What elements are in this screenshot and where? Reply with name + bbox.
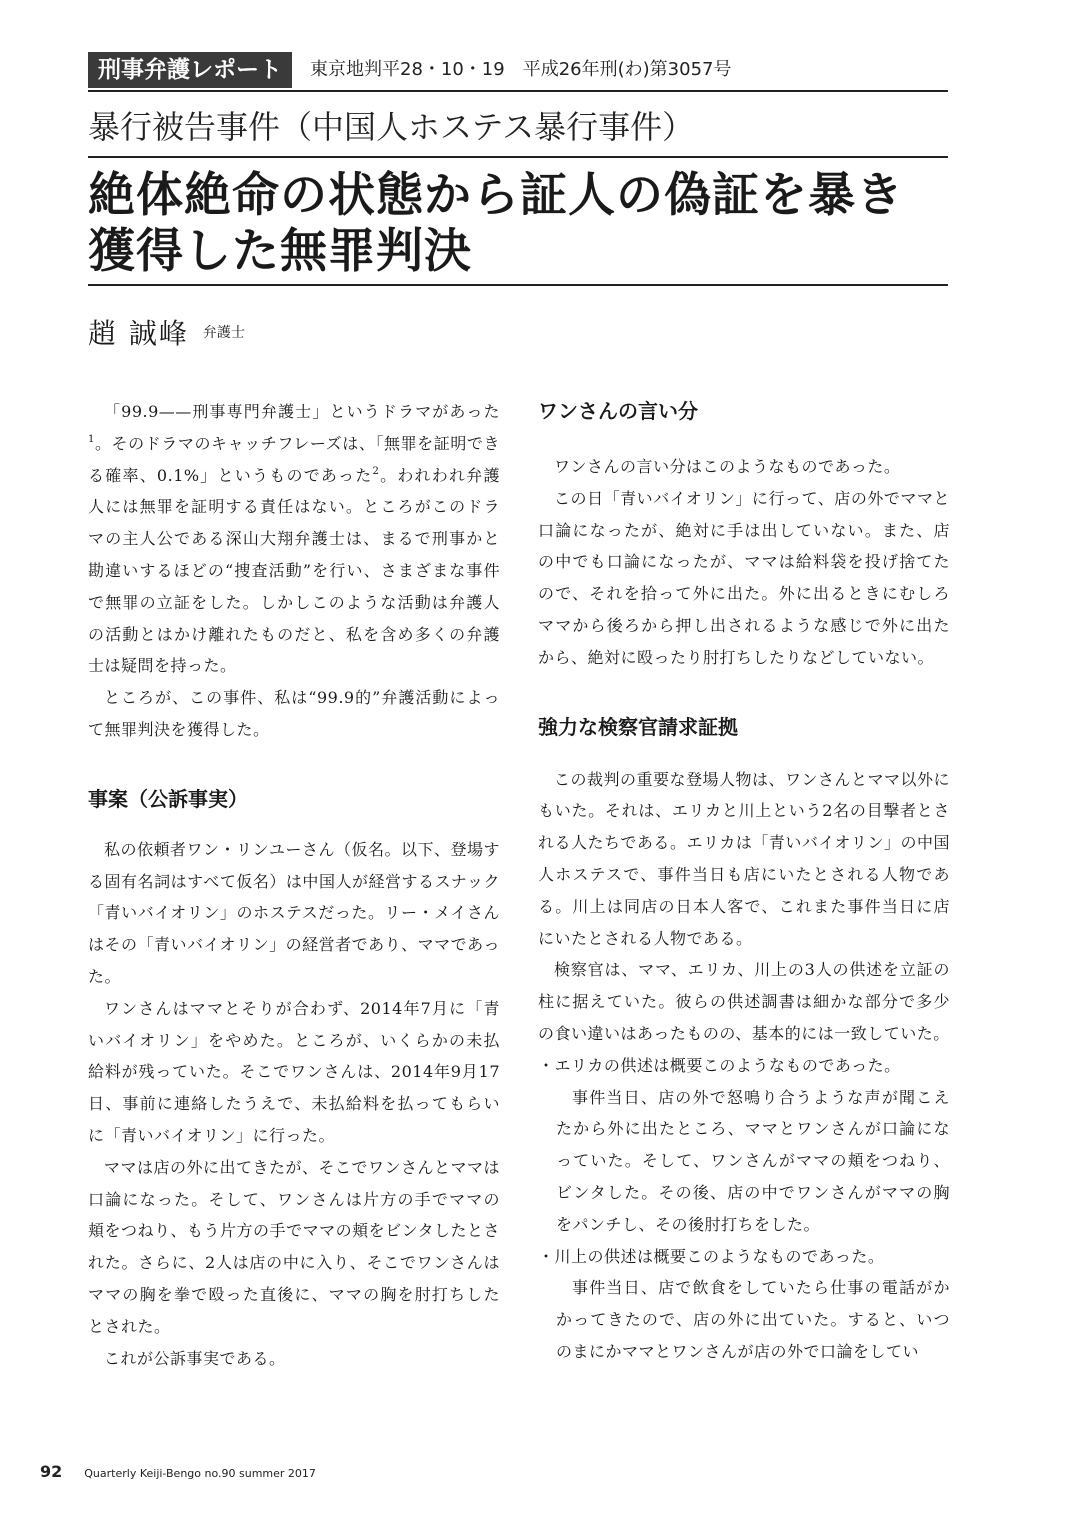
author-role: 弁護士: [202, 325, 245, 341]
body-paragraph: ワンさんの言い分はこのようなものであった。: [554, 457, 901, 476]
journal-name: Quarterly Keiji-Bengo no.90 summer 2017: [84, 1467, 316, 1480]
body-paragraph: この裁判の重要な登場人物は、ワンさんとママ以外にもいた。それは、エリカと川上という2名の目撃者とされる人たちである。エリカは「青いバイオリン」の中国人ホステスで、事件当日も店にいたとされる人物である。川上は同店の日本人客で、これまた事件当日に店にいたとされる人物である。: [538, 769, 951, 948]
author-byline: [88, 312, 245, 352]
title-line-2: 獲得した無罪判決: [88, 224, 472, 279]
body-paragraph: ママは店の外に出てきたが、そこでワンさんとママは口論になった。そして、ワンさんは片方の手でママの頬をつねり、もう片方の手でママの頬をビンタしたとされた。さらに、2人は店の中に入り、そこでワンさんはママの胸を拳で殴った直後に、ママの胸を肘打ちしたとされた。: [88, 1157, 501, 1336]
section-heading-defendant-claim: ワンさんの言い分: [538, 399, 698, 423]
bullet-item: ・川上の供述は概要このようなものであった。: [538, 1246, 885, 1266]
body-paragraph: ワンさんはママとそりが合わず、2014年7月に「青いバイオリン」をやめた。ところが、いくらかの未払給料が残っていた。そこでワンさんは、2014年9月17日、事前に連絡したうえで、未払給料を払ってもらいに「青いバイオリン」に行った。: [88, 998, 500, 1145]
body-paragraph: これが公訴事実である。: [104, 1348, 286, 1368]
body-paragraph: 検察官は、ママ、エリカ、川上の3人の供述を立証の柱に据えていた。彼らの供述調書は細かな部分で多少の食い違いはあったものの、基本的には一致していた。: [538, 960, 950, 1043]
right-column: [538, 396, 950, 1368]
intro-text-part: 。われわれ弁護人には無罪を証明する責任はない。ところがこのドラマの主人公である深山大翔弁護士は、まるで刑事かと勘違いするほどの“捜査活動”を行い、さまざまな事件で無罪の立証をした。しかしこのような活動は弁護人の活動とはかけ離れたものだと、私を含め多くの弁護士は疑問を持った。: [88, 465, 500, 676]
intro-paragraph: [88, 396, 500, 682]
report-category-tag: 刑事弁護レポート: [88, 52, 292, 88]
footnote-marker: 2: [372, 465, 380, 477]
section-heading-prosecution-evidence: 強力な検察官請求証拠: [538, 714, 738, 739]
intro-text-part: 。そのドラマのキャッチフレーズは、「無罪を証明できる確率、0.1%」というものであった: [88, 433, 500, 485]
body-paragraph: 私の依頼者ワン・リンユーさん（仮名。以下、登場する固有名詞はすべて仮名）は中国人が経営するスナック「青いバイオリン」のホステスだった。リー・メイさんはその「青いバイオリン」の経営者であり、ママであった。: [88, 839, 501, 986]
intro-text-part: 「99.9——刑事専門弁護士」というドラマがあった: [104, 402, 500, 421]
bullet-item: ・エリカの供述は概要このようなものであった。: [538, 1055, 901, 1075]
page-number: 92: [40, 1462, 63, 1481]
page-footer: [40, 1462, 316, 1481]
left-column: [88, 396, 500, 1374]
article-title: [88, 168, 948, 280]
header-band: [88, 52, 948, 92]
title-line-1: 絶体絶命の状態から証人の偽証を暴き: [88, 168, 904, 223]
body-paragraph: この日「青いバイオリン」に行って、店の外でママと口論になったが、絶対に手は出していない。また、店の中でも口論になったが、ママは給料袋を投げ捨てたので、それを拾って外に出た。外に出るときにむしろママから後ろから押し出されるような感じで外に出たから、絶対に殴ったり肘打ちしたりなどしていない。: [538, 488, 950, 667]
intro-paragraph: ところが、この事件、私は“99.9的”弁護活動によって無罪判決を獲得した。: [88, 688, 500, 739]
author-name: 趙 誠峰: [88, 317, 189, 350]
title-divider: [88, 284, 948, 286]
section-heading-facts: 事案（公訴事実）: [88, 786, 248, 811]
testimony-quote: 事件当日、店の外で怒鳴り合うような声が聞こえたから外に出たところ、ママとワンさんが口論になっていた。そして、ワンさんがママの頬をつねり、ビンタした。その後、店の中でワンさんがママの胸をパンチし、その後肘打ちをした。: [556, 1087, 950, 1234]
article-subtitle: 暴行被告事件（中国人ホステス暴行事件）: [88, 102, 948, 158]
case-reference: 東京地判平28・10・19 平成26年刑(わ)第3057号: [310, 59, 732, 80]
testimony-quote: 事件当日、店で飲食をしていたら仕事の電話がかかってきたので、店の外に出ていた。すると、いつのまにかママとワンさんが店の外で口論をしてい: [556, 1278, 950, 1361]
footnote-marker: 1: [88, 433, 95, 445]
